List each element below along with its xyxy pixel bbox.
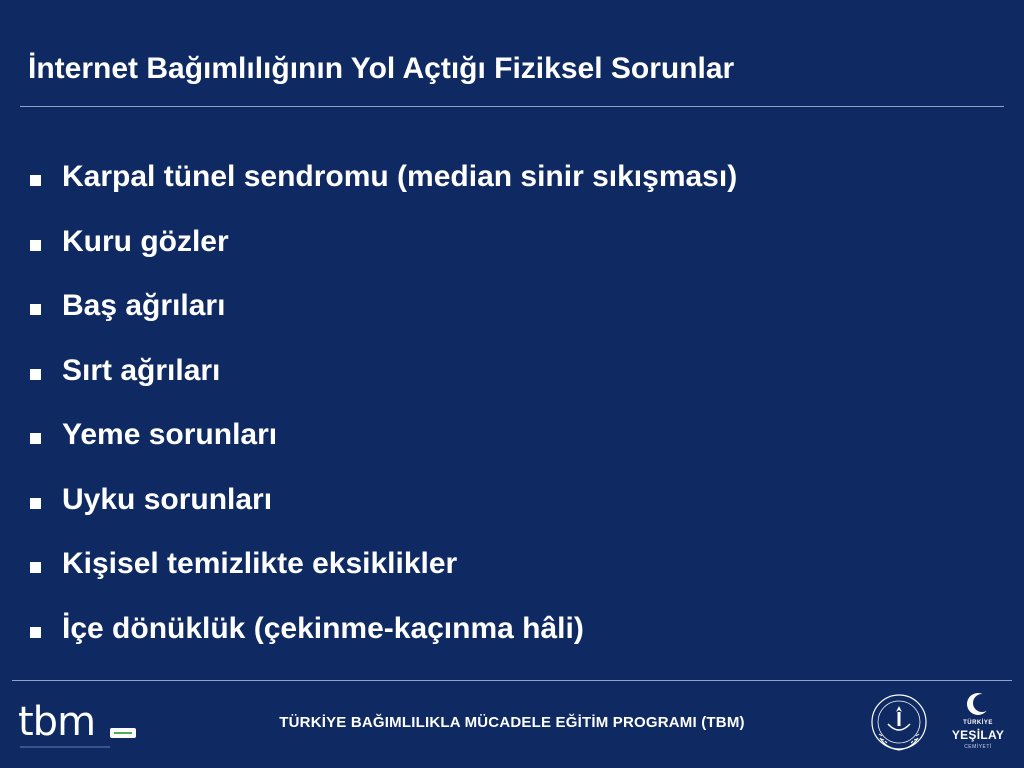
list-item bbox=[30, 547, 737, 612]
bullet-text: Kişisel temizlikte eksiklikler bbox=[62, 547, 458, 580]
square-bullet-icon bbox=[30, 304, 41, 315]
bullet-list bbox=[30, 160, 737, 676]
yesilay-logo bbox=[948, 690, 1008, 762]
bullet-text: Yeme sorunları bbox=[62, 418, 278, 451]
list-item bbox=[30, 483, 737, 548]
square-bullet-icon bbox=[30, 562, 41, 573]
square-bullet-icon bbox=[30, 369, 41, 380]
yesilay-top-text: TÜRKİYE bbox=[963, 720, 993, 726]
list-item bbox=[30, 160, 737, 225]
list-item bbox=[30, 612, 737, 677]
yesilay-sub-text: CEMİYETİ bbox=[964, 744, 992, 750]
bullet-text: Uyku sorunları bbox=[62, 482, 273, 516]
list-item bbox=[30, 418, 737, 483]
square-bullet-icon bbox=[30, 498, 41, 509]
square-bullet-icon bbox=[30, 240, 41, 251]
footer-divider bbox=[12, 680, 1012, 681]
bullet-text: İçe dönüklük (çekinme-kaçınma hâli) bbox=[62, 611, 584, 645]
bullet-text: Baş ağrıları bbox=[62, 289, 226, 322]
slide-title: İnternet Bağımlılığının Yol Açtığı Fiziksel Sorunlar bbox=[28, 52, 735, 85]
tbm-logo-text: tbm bbox=[18, 699, 96, 745]
square-bullet-icon bbox=[30, 433, 41, 444]
ministry-seal-icon bbox=[866, 692, 932, 758]
tbm-tagline-line bbox=[20, 746, 110, 748]
title-divider bbox=[20, 106, 1004, 107]
bullet-text: Karpal tünel sendromu (median sinir sıkışması) bbox=[62, 160, 738, 193]
list-item bbox=[30, 225, 737, 290]
list-item bbox=[30, 289, 737, 354]
footer-program-name: TÜRKİYE BAĞIMLILIKLA MÜCADELE EĞİTİM PROGRAMI (TBM) bbox=[279, 714, 745, 731]
bullet-text: Kuru gözler bbox=[62, 224, 229, 258]
list-item bbox=[30, 354, 737, 419]
crescent-icon bbox=[966, 692, 990, 716]
square-bullet-icon bbox=[30, 175, 41, 186]
square-bullet-icon bbox=[30, 627, 41, 638]
bullet-text: Sırt ağrıları bbox=[62, 353, 221, 387]
yesilay-name-text: YEŞİLAY bbox=[951, 728, 1005, 742]
